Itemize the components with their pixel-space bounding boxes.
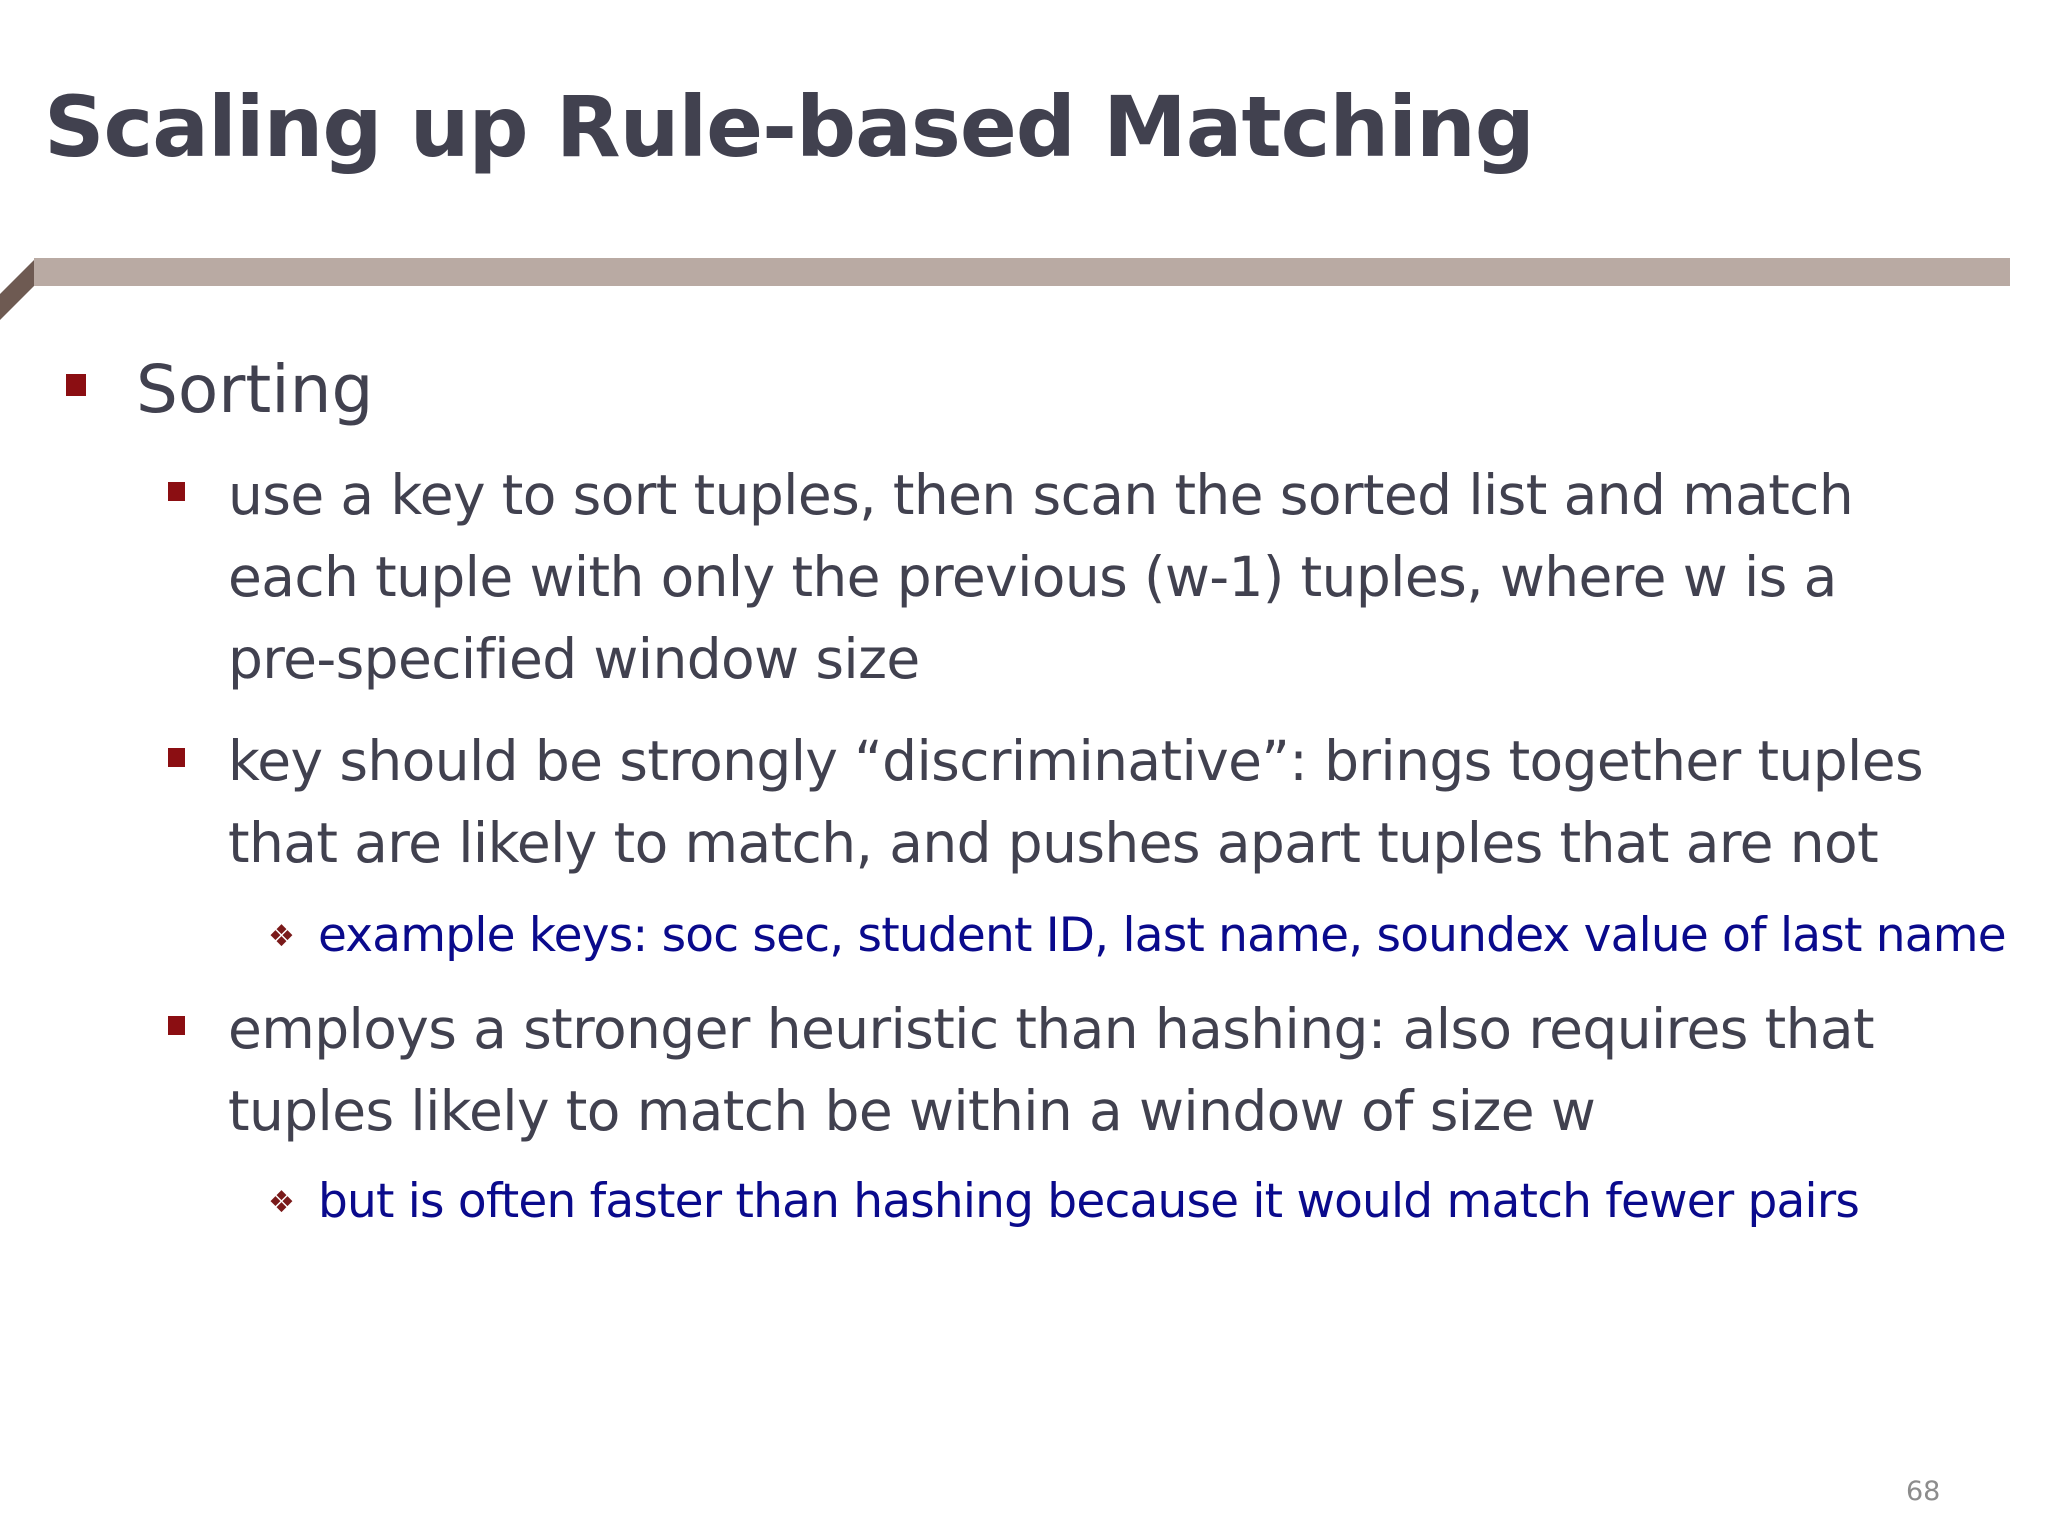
square-bullet-icon [168, 748, 185, 767]
sub-bullet-text: but is often faster than hashing because it would match fewer pairs [318, 1174, 1860, 1229]
square-bullet-icon [66, 374, 86, 396]
bullet-stronger-heuristic-cont [228, 1070, 1595, 1152]
title-rule [0, 254, 2010, 320]
bullet-text-line: use a key to sort tuples, then scan the sorted list and match [228, 463, 1854, 527]
slide-title: Scaling up Rule-based Matching [44, 78, 1534, 176]
sub-bullet-text: example keys: soc sec, student ID, last name, soundex value of last name [318, 908, 2006, 963]
title-rule-accent [0, 260, 34, 320]
bullet-text-line: each tuple with only the previous (w-1) tuples, where w is a [228, 545, 1837, 609]
bullet-text-line: employs a stronger heuristic than hashing: also requires that [228, 997, 1874, 1061]
page-number: 68 [1906, 1476, 1941, 1507]
bullet-sorting-text: Sorting [136, 351, 374, 428]
square-bullet-icon [168, 482, 185, 501]
bullet-text-line: key should be strongly “discriminative”: brings together tuples [228, 729, 1924, 793]
title-rule-bar [34, 258, 2010, 286]
bullet-sort-key-cont [228, 536, 1837, 618]
square-bullet-icon [168, 1016, 185, 1035]
bullet-key-discriminative [228, 720, 1923, 802]
bullet-sorting [136, 350, 373, 430]
bullet-sort-key-cont [228, 618, 920, 700]
bullet-sort-key [228, 454, 1853, 536]
bullet-key-discriminative-cont [228, 802, 1878, 884]
sub-bullet-example-keys [268, 906, 2006, 966]
bullet-stronger-heuristic [228, 988, 1874, 1070]
sub-bullet-faster [268, 1172, 1860, 1232]
bullet-text-line: pre-specified window size [228, 627, 920, 691]
bullet-text-line: that are likely to match, and pushes apart tuples that are not [228, 811, 1879, 875]
diamond-bullet-icon: ❖ [268, 919, 295, 954]
bullet-text-line: tuples likely to match be within a window of size w [228, 1079, 1596, 1143]
diamond-bullet-icon: ❖ [268, 1185, 295, 1220]
